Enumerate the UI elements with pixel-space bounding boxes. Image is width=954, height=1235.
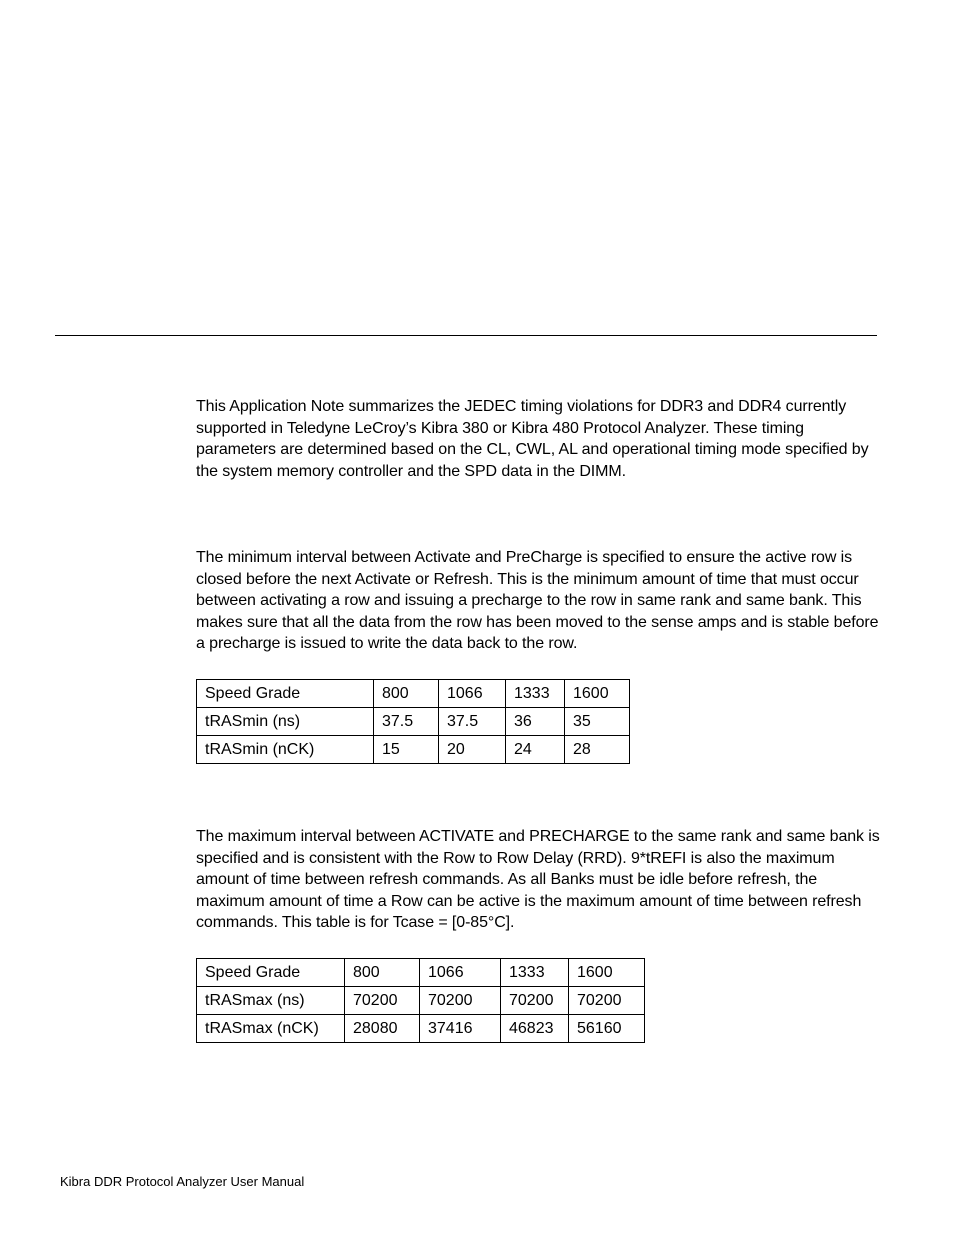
table-cell: 1066 [439,680,506,708]
table-cell: 24 [506,736,565,764]
table-cell: 56160 [569,1015,645,1043]
table-cell: 28080 [345,1015,420,1043]
table-row [197,987,645,1015]
intro-paragraph: This Application Note summarizes the JEDEC timing violations for DDR3 and DDR4 currently supported in Teledyne LeCroy’s Kibra 380 or Kibra 480 Protocol Analyzer. These timing parameters are determined based on the CL, CWL, AL and operational timing mode specified by the system memory controller and the SPD data in the DIMM. [196,398,869,480]
table-row [197,736,630,764]
table-cell: 800 [374,680,439,708]
table-cell: 37.5 [439,708,506,736]
tras-min-table [196,679,630,764]
tras-max-paragraph: The maximum interval between ACTIVATE and PRECHARGE to the same rank and same bank is specified and is consistent with the Row to Row Delay (RRD). 9*tREFI is also the maximum amount of time between refresh commands. As all Banks must be idle before refresh, the maximum amount of time a Row can be active is the maximum amount of time between refresh commands. This table is for Tcase = [0-85°C]. [196,828,880,932]
table-cell: 37416 [420,1015,501,1043]
tras-min-paragraph: The minimum interval between Activate and PreCharge is specified to ensure the active row is closed before the next Activate or Refresh. This is the minimum amount of time that must occur between activating a row and issuing a precharge to the row in same rank and same bank. This makes sure that all the data from the row has been moved to the sense amps and is stable before a precharge is issued to write the data back to the row. [196,549,879,653]
table-cell: 35 [565,708,630,736]
table-cell: tRASmax (ns) [197,987,345,1015]
section-divider [55,335,877,336]
table-cell: 1066 [420,959,501,987]
table-cell: 36 [506,708,565,736]
page-footer: Kibra DDR Protocol Analyzer User Manual [60,1174,305,1189]
table-cell: 15 [374,736,439,764]
tras-max-table [196,958,645,1043]
table-cell: tRASmin (nCK) [197,736,374,764]
table-cell: 1333 [501,959,569,987]
table-cell: 20 [439,736,506,764]
table-row [197,1015,645,1043]
table-cell: 1600 [569,959,645,987]
table-cell: 1333 [506,680,565,708]
table-cell: 28 [565,736,630,764]
table-cell: Speed Grade [197,959,345,987]
table-cell: 46823 [501,1015,569,1043]
table-cell: 70200 [345,987,420,1015]
table-row [197,959,645,987]
table-cell: Speed Grade [197,680,374,708]
table-row [197,680,630,708]
table-cell: 70200 [501,987,569,1015]
table-cell: 70200 [420,987,501,1015]
table-cell: 70200 [569,987,645,1015]
table-cell: 800 [345,959,420,987]
table-cell: tRASmax (nCK) [197,1015,345,1043]
table-cell: 1600 [565,680,630,708]
table-cell: 37.5 [374,708,439,736]
table-cell: tRASmin (ns) [197,708,374,736]
table-row [197,708,630,736]
